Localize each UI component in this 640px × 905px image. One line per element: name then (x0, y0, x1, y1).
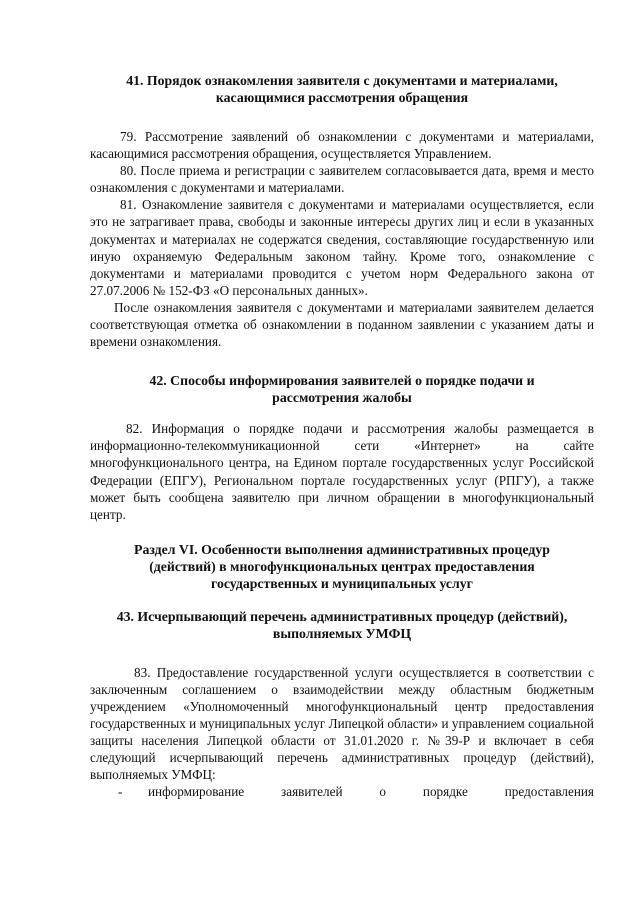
section-vi-title-line3: государственных и муниципальных услуг (211, 575, 473, 591)
section-43-title-line2: выполняемых УМФЦ (272, 625, 412, 641)
section-vi-title-line2: (действий) в многофункциональных центрах предоставления (149, 558, 535, 574)
section-42-title-line1: 42. Способы информирования заявителей о порядке подачи и (149, 373, 535, 389)
paragraph-79: 79. Рассмотрение заявлений об ознакомлении с документами и материалами, касающимися рассмотрения обращения, осуществляется Управлением. (90, 129, 594, 162)
section-vi-heading (90, 541, 594, 592)
paragraph-82: 82. Информация о порядке подачи и рассмотрения жалобы размещается в информационно-телекоммуникационной сети «Интернет» на сайте многофункционального центра, на Едином портале государственных услуг Российской Федерации (ЕПГУ), Региональном портале государственных услуг (РПГУ), а также может быть сообщена заявителю при личном обращении в многофункциональный центр. (90, 421, 594, 522)
list-item (90, 783, 594, 800)
section-42-heading (90, 372, 594, 406)
section-43-title-line1: 43. Исчерпывающий перечень административных процедур (действий), (116, 608, 568, 624)
section-41-heading (90, 72, 594, 106)
section-vi-title-line1: Раздел VI. Особенности выполнения административных процедур (134, 541, 550, 557)
list-dash: - (118, 784, 123, 800)
section-41-title-line2: касающимися рассмотрения обращения (215, 90, 469, 105)
section-42-title-line2: рассмотрения жалобы (272, 390, 412, 406)
document-page (90, 72, 594, 801)
section-43-heading (90, 608, 594, 642)
section-41-title-line1: 41. Порядок ознакомления заявителя с документами и материалами, (126, 73, 558, 88)
paragraph-81-continued: После ознакомления заявителя с документами и материалами заявителем делается соответствующая отметка об ознакомлении в поданном заявлении с указанием даты и времени ознакомления. (90, 299, 594, 350)
paragraph-83: 83. Предоставление государственной услуги осуществляется в соответствии с заключенным соглашением о взаимодействии между областным бюджетным учреждением «Уполномоченный многофункциональный центр предоставления государственных и муниципальных услуг Липецкой области» и управлением социальной защиты населения Липецкой области от 31.01.2020 г. №39-Р и включает в себя следующий исчерпывающий перечень административных процедур (действий), выполняемых УМФЦ: (90, 664, 594, 783)
list-item-text: информирование заявителей о порядке предоставления (148, 784, 594, 800)
paragraph-80: 80. После приема и регистрации с заявителем согласовывается дата, время и место ознакомления с документами и материалами. (90, 163, 594, 196)
paragraph-81: 81. Ознакомление заявителя с документами и материалами осуществляется, если это не затрагивает права, свободы и законные интересы других лиц и если в указанных документах и материалах не содержатся сведения, составляющие государственную или иную охраняемую Федеральным законом тайну. Кроме того, ознакомление с документами и материалами проводится с учетом норм Федерального закона от 27.07.2006 № 152-ФЗ «О персональных данных». (90, 197, 594, 298)
